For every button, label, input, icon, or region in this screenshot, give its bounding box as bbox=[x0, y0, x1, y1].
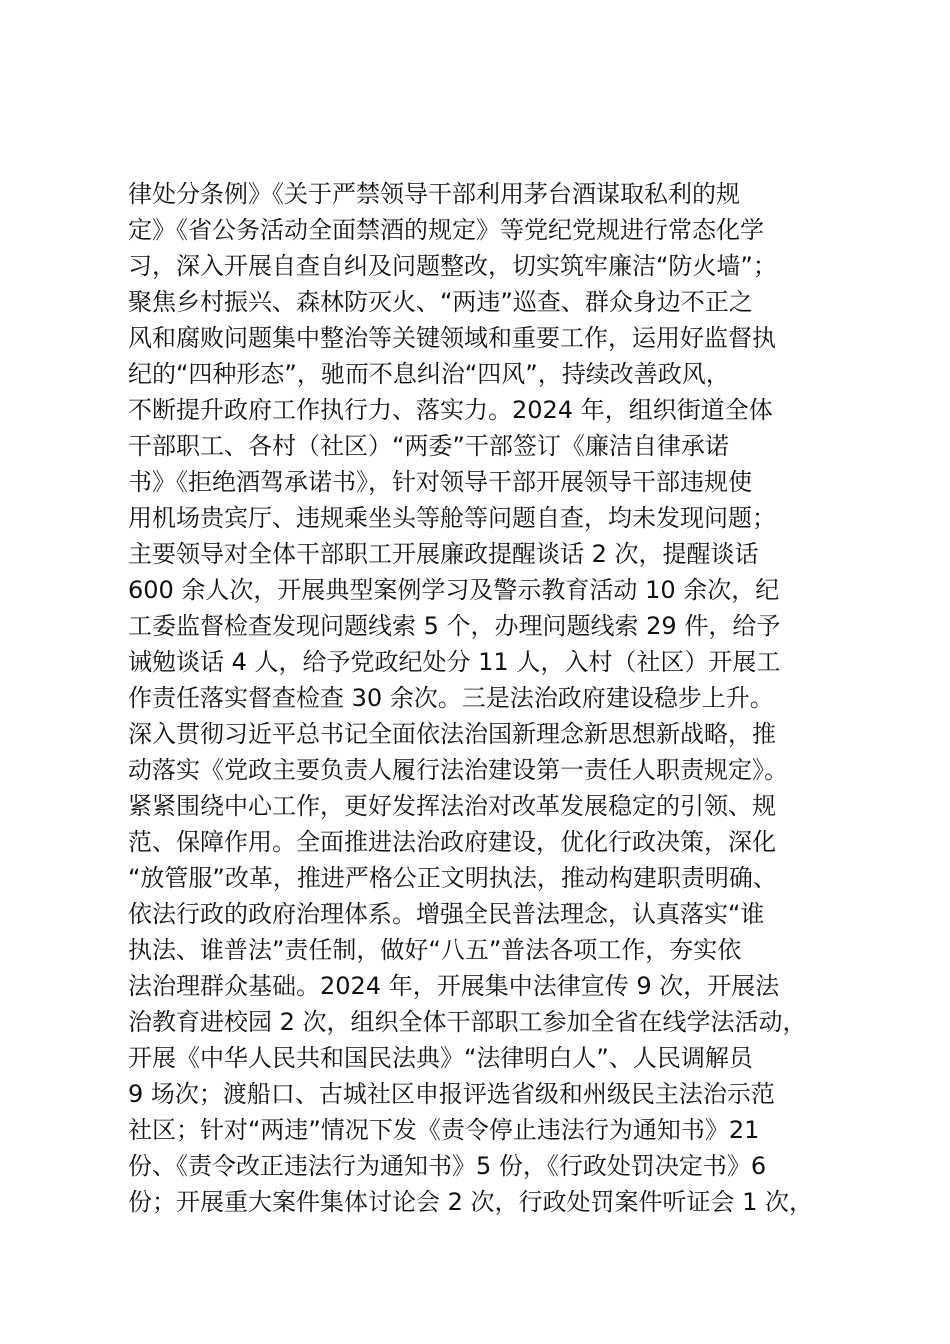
text-line: 范、保障作用。全面推进法治政府建设，优化行政决策，深化 bbox=[128, 828, 776, 856]
text-line: 习，深入开展自查自纠及问题整改，切实筑牢廉洁“防火墙”； bbox=[128, 252, 777, 280]
text-line: 份；开展重大案件集体讨论会 2 次，行政处罚案件听证会 1 次， bbox=[128, 1188, 814, 1216]
text-line: 律处分条例》《关于严禁领导干部利用茅台酒谋取私利的规 bbox=[128, 180, 740, 208]
text-line: 动落实《党政主要负责人履行法治建设第一责任人职责规定》。 bbox=[128, 756, 788, 784]
text-line: 用机场贵宾厅、违规乘坐头等舱等问题自查，均未发现问题； bbox=[128, 504, 776, 532]
text-line: 份、《责令改正违法行为通知书》5 份，《行政处罚决定书》6 bbox=[128, 1152, 767, 1180]
text-line: 社区；针对“两违”情况下发《责令停止违法行为通知书》21 bbox=[128, 1116, 760, 1144]
text-line: 干部职工、各村（社区）“两委”干部签订《廉洁自律承诺 bbox=[128, 432, 729, 460]
text-line: 工委监督检查发现问题线索 5 个，办理问题线索 29 件，给予 bbox=[128, 612, 781, 640]
text-line: 聚焦乡村振兴、森林防灭火、“两违”巡查、群众身边不正之 bbox=[128, 288, 753, 316]
text-line: 执法、谁普法”责任制，做好“八五”普法各项工作，夯实依 bbox=[128, 936, 742, 964]
body-text bbox=[128, 176, 868, 1220]
text-line: 开展《中华人民共和国民法典》“法律明白人”、人民调解员 bbox=[128, 1044, 753, 1072]
text-line: 主要领导对全体干部职工开展廉政提醒谈话 2 次，提醒谈话 bbox=[128, 540, 759, 568]
text-line: 诫勉谈话 4 人，给予党政纪处分 11 人，入村（社区）开展工 bbox=[128, 648, 781, 676]
text-line: 定》《省公务活动全面禁酒的规定》等党纪党规进行常态化学 bbox=[128, 216, 764, 244]
text-line: 法治理群众基础。2024 年，开展集中法律宣传 9 次，开展法 bbox=[128, 972, 780, 1000]
text-line: “放管服”改革，推进严格公正文明执法，推动构建职责明确、 bbox=[128, 864, 777, 892]
text-line: 纪的“四种形态”，驰而不息纠治“四风”，持续改善政风， bbox=[128, 360, 730, 388]
text-line: 作责任落实督查检查 30 余次。三是法治政府建设稳步上升。 bbox=[128, 684, 774, 712]
text-line: 深入贯彻习近平总书记全面依法治国新理念新思想新战略，推 bbox=[128, 720, 776, 748]
text-line: 紧紧围绕中心工作，更好发挥法治对改革发展稳定的引领、规 bbox=[128, 792, 776, 820]
text-line: 依法行政的政府治理体系。增强全民普法理念，认真落实“谁 bbox=[128, 900, 765, 928]
text-line: 不断提升政府工作执行力、落实力。2024 年，组织街道全体 bbox=[128, 396, 773, 424]
text-line: 书》《拒绝酒驾承诺书》，针对领导干部开展领导干部违规使 bbox=[128, 468, 752, 496]
text-line: 治教育进校园 2 次，组织全体干部职工参加全省在线学法活动， bbox=[128, 1008, 807, 1036]
text-line: 9 场次；渡船口、古城社区申报评选省级和州级民主法治示范 bbox=[128, 1080, 775, 1108]
text-line: 600 余人次，开展典型案例学习及警示教育活动 10 余次，纪 bbox=[128, 576, 780, 604]
text-line: 风和腐败问题集中整治等关键领域和重要工作，运用好监督执 bbox=[128, 324, 776, 352]
